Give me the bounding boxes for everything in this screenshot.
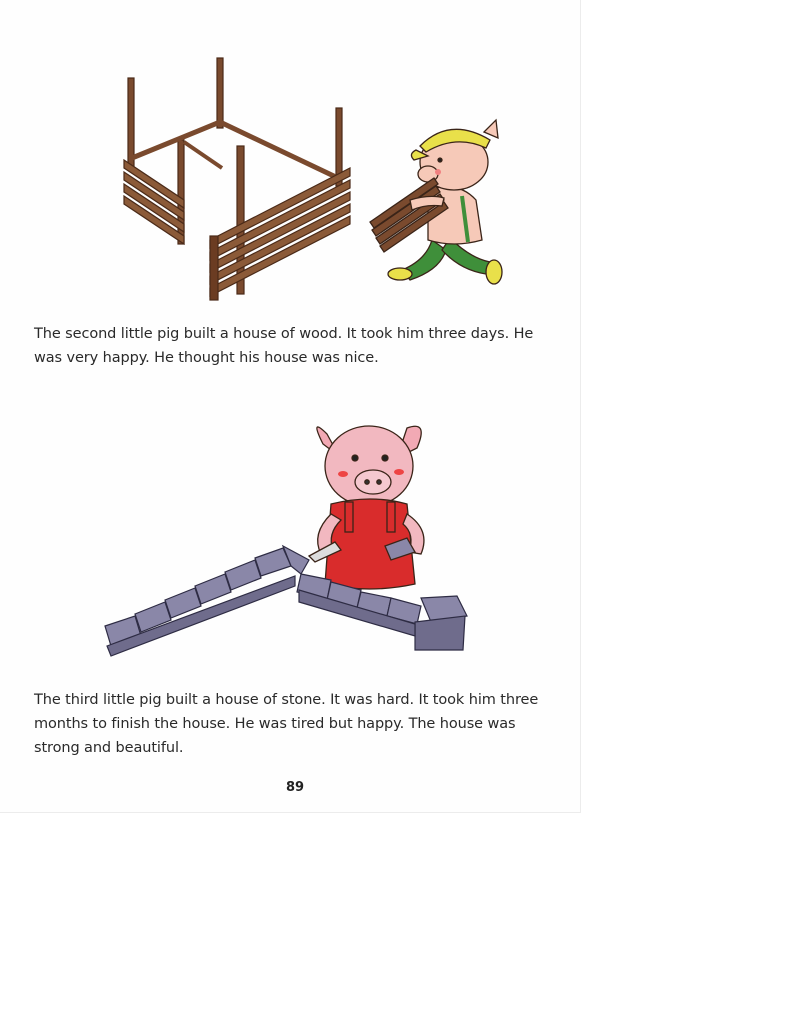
stone-house-illustration [95, 410, 485, 670]
paragraph-stone-house: The third little pig built a house of stone. It was hard. It took him three months to finish the house. He was tired but happy. The house was strong and beautiful. [34, 692, 539, 756]
page-number: 89 [285, 780, 305, 795]
paragraph-wood-house: The second little pig built a house of wood. It took him three days. He was very happy. He thought his house was nice. [34, 326, 534, 366]
pig-with-wood-icon [370, 120, 502, 284]
pig-builder-icon [309, 426, 424, 589]
wooden-frame-icon [124, 58, 350, 300]
wood-house-illustration [110, 50, 530, 310]
